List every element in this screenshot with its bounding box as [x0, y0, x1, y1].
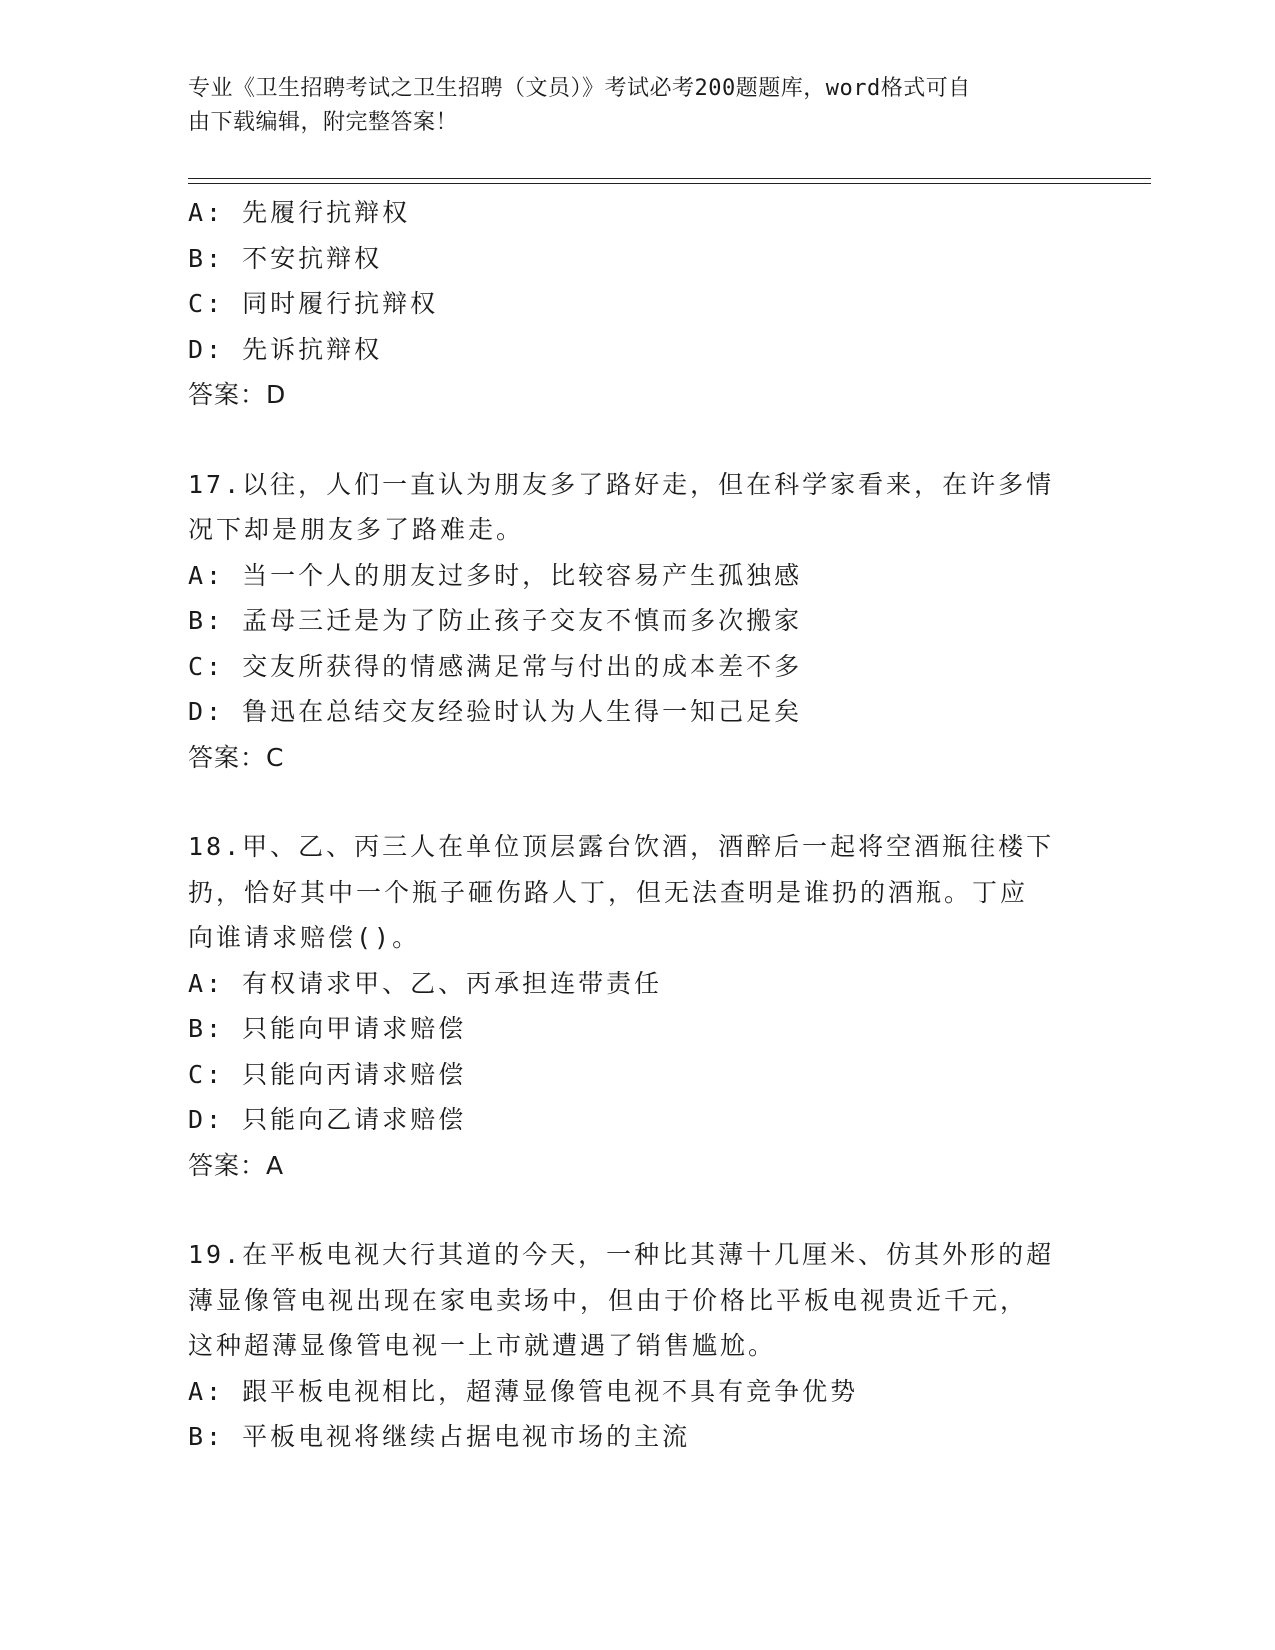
option-b: B: 平板电视将继续占据电视市场的主流	[188, 1422, 691, 1451]
option-d: D: 鲁迅在总结交友经验时认为人生得一知己足矣	[188, 697, 803, 726]
spacer	[188, 780, 1088, 824]
question-17	[188, 462, 1088, 781]
question-stem: 薄显像管电视出现在家电卖场中，但由于价格比平板电视贵近千元，	[188, 1285, 1029, 1315]
option-d: D: 先诉抗辩权	[188, 334, 383, 364]
header-line-2: 由下载编辑，附完整答案！	[188, 110, 459, 135]
option-b: B: 孟母三迁是为了防止孩子交友不慎而多次搬家	[188, 606, 803, 635]
option-a: A: 有权请求甲、乙、丙承担连带责任	[188, 968, 663, 998]
spacer	[188, 1188, 1088, 1232]
option-c: C: 只能向丙请求赔偿	[188, 1059, 467, 1089]
spacer	[188, 418, 1088, 462]
question-stem: 这种超薄显像管电视一上市就遭遇了销售尴尬。	[188, 1331, 777, 1360]
question-stem: 向谁请求赔偿()。	[188, 923, 421, 952]
header-line-1: 专业《卫生招聘考试之卫生招聘（文员）》考试必考200题题库，word格式可自	[188, 76, 971, 101]
answer-line: 答案：D	[188, 380, 287, 409]
option-b: B: 不安抗辩权	[188, 243, 383, 273]
question-stem: 况下却是朋友多了路难走。	[188, 515, 525, 544]
answer-line: 答案：A	[188, 1150, 285, 1180]
option-a: A: 跟平板电视相比，超薄显像管电视不具有竞争优势	[188, 1376, 859, 1406]
option-a: A: 先履行抗辩权	[188, 198, 411, 227]
question-list	[188, 190, 1088, 1460]
header-divider-bottom	[188, 183, 1151, 184]
question-stem: 扔，恰好其中一个瓶子砸伤路人丁，但无法查明是谁扔的酒瓶。丁应	[188, 877, 1029, 907]
option-a: A: 当一个人的朋友过多时，比较容易产生孤独感	[188, 560, 803, 590]
question-stem: 17.以往，人们一直认为朋友多了路好走，但在科学家看来，在许多情	[188, 469, 1055, 499]
option-d: D: 只能向乙请求赔偿	[188, 1105, 467, 1134]
page-header	[188, 72, 1068, 140]
question-stem: 19.在平板电视大行其道的今天，一种比其薄十几厘米、仿其外形的超	[188, 1240, 1055, 1269]
answer-line: 答案：C	[188, 742, 285, 772]
question-stem: 18.甲、乙、丙三人在单位顶层露台饮酒，酒醉后一起将空酒瓶往楼下	[188, 832, 1055, 861]
header-divider-top	[188, 178, 1151, 179]
option-b: B: 只能向甲请求赔偿	[188, 1014, 467, 1043]
question-18	[188, 824, 1088, 1188]
option-c: C: 交友所获得的情感满足常与付出的成本差不多	[188, 651, 803, 681]
question-16	[188, 190, 1088, 418]
question-19	[188, 1232, 1088, 1460]
option-c: C: 同时履行抗辩权	[188, 289, 439, 318]
